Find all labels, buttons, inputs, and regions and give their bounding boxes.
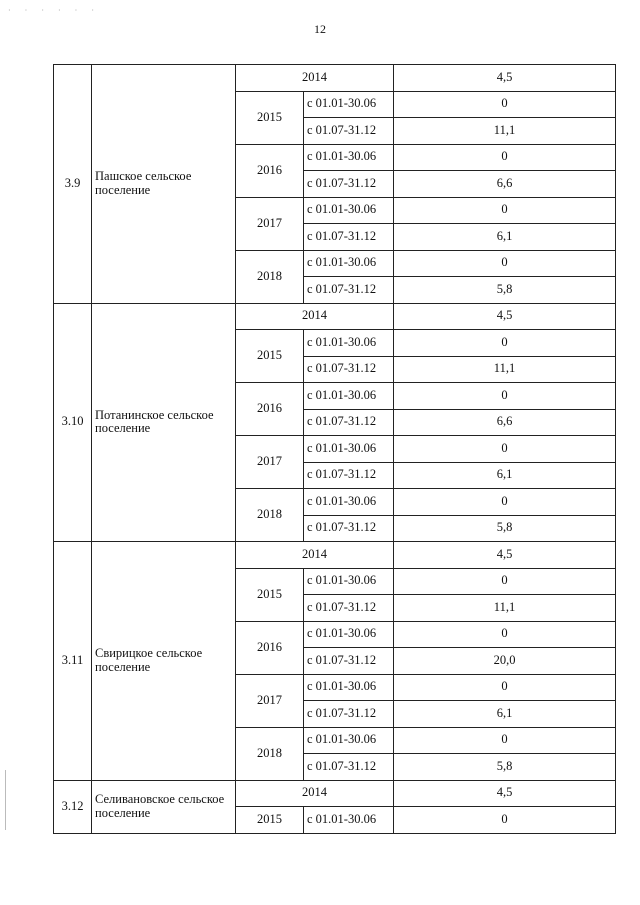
table-row [54, 542, 616, 569]
base-value: 4,5 [394, 542, 616, 569]
table-row [54, 65, 616, 92]
value-cell: 0 [394, 197, 616, 224]
period-cell: с 01.07-31.12 [304, 648, 394, 675]
period-cell: с 01.07-31.12 [304, 462, 394, 489]
settlement-name: Пашское сельское поселение [92, 65, 236, 304]
base-value: 4,5 [394, 780, 616, 807]
period-cell: с 01.01-30.06 [304, 250, 394, 277]
tariff-table-body [54, 65, 616, 834]
settlement-name: Селивановское сельское поселение [92, 780, 236, 833]
section-number: 3.9 [54, 65, 92, 304]
period-cell: с 01.01-30.06 [304, 674, 394, 701]
value-cell: 0 [394, 383, 616, 410]
value-cell: 6,6 [394, 171, 616, 198]
period-cell: с 01.07-31.12 [304, 224, 394, 251]
value-cell: 11,1 [394, 356, 616, 383]
period-cell: с 01.07-31.12 [304, 171, 394, 198]
value-cell: 0 [394, 489, 616, 516]
value-cell: 6,1 [394, 701, 616, 728]
year-cell: 2015 [236, 91, 304, 144]
value-cell: 6,1 [394, 462, 616, 489]
year-cell: 2018 [236, 489, 304, 542]
period-cell: с 01.07-31.12 [304, 701, 394, 728]
year-cell: 2018 [236, 250, 304, 303]
period-cell: с 01.01-30.06 [304, 489, 394, 516]
scan-specks: · · · · · · [8, 6, 100, 15]
section-number: 3.10 [54, 303, 92, 542]
value-cell: 0 [394, 330, 616, 357]
period-cell: с 01.01-30.06 [304, 144, 394, 171]
value-cell: 0 [394, 91, 616, 118]
table-row [54, 303, 616, 330]
base-value: 4,5 [394, 303, 616, 330]
value-cell: 5,8 [394, 515, 616, 542]
section-number: 3.12 [54, 780, 92, 833]
value-cell: 6,6 [394, 409, 616, 436]
period-cell: с 01.01-30.06 [304, 568, 394, 595]
value-cell: 11,1 [394, 595, 616, 622]
year-cell: 2015 [236, 330, 304, 383]
year-cell: 2017 [236, 436, 304, 489]
tariff-table [53, 64, 616, 834]
year-cell: 2018 [236, 727, 304, 780]
settlement-name: Потанинское сельское поселение [92, 303, 236, 542]
year-cell: 2017 [236, 197, 304, 250]
period-cell: с 01.01-30.06 [304, 383, 394, 410]
base-year: 2014 [236, 65, 394, 92]
base-year: 2014 [236, 303, 394, 330]
value-cell: 0 [394, 807, 616, 834]
value-cell: 0 [394, 250, 616, 277]
value-cell: 0 [394, 436, 616, 463]
value-cell: 0 [394, 674, 616, 701]
settlement-name: Свирицкое сельское поселение [92, 542, 236, 781]
period-cell: с 01.07-31.12 [304, 118, 394, 145]
value-cell: 20,0 [394, 648, 616, 675]
period-cell: с 01.07-31.12 [304, 356, 394, 383]
base-value: 4,5 [394, 65, 616, 92]
value-cell: 0 [394, 621, 616, 648]
year-cell: 2016 [236, 144, 304, 197]
period-cell: с 01.01-30.06 [304, 621, 394, 648]
scan-margin-line [5, 770, 6, 830]
base-year: 2014 [236, 780, 394, 807]
value-cell: 11,1 [394, 118, 616, 145]
period-cell: с 01.01-30.06 [304, 807, 394, 834]
period-cell: с 01.07-31.12 [304, 515, 394, 542]
value-cell: 6,1 [394, 224, 616, 251]
year-cell: 2015 [236, 807, 304, 834]
period-cell: с 01.01-30.06 [304, 436, 394, 463]
value-cell: 0 [394, 727, 616, 754]
year-cell: 2016 [236, 383, 304, 436]
period-cell: с 01.01-30.06 [304, 197, 394, 224]
table-row [54, 780, 616, 807]
period-cell: с 01.07-31.12 [304, 754, 394, 781]
period-cell: с 01.01-30.06 [304, 727, 394, 754]
page-number: 12 [314, 22, 326, 36]
period-cell: с 01.07-31.12 [304, 277, 394, 304]
base-year: 2014 [236, 542, 394, 569]
value-cell: 0 [394, 568, 616, 595]
period-cell: с 01.07-31.12 [304, 409, 394, 436]
section-number: 3.11 [54, 542, 92, 781]
value-cell: 5,8 [394, 754, 616, 781]
value-cell: 5,8 [394, 277, 616, 304]
period-cell: с 01.07-31.12 [304, 595, 394, 622]
year-cell: 2016 [236, 621, 304, 674]
year-cell: 2015 [236, 568, 304, 621]
period-cell: с 01.01-30.06 [304, 91, 394, 118]
value-cell: 0 [394, 144, 616, 171]
period-cell: с 01.01-30.06 [304, 330, 394, 357]
year-cell: 2017 [236, 674, 304, 727]
